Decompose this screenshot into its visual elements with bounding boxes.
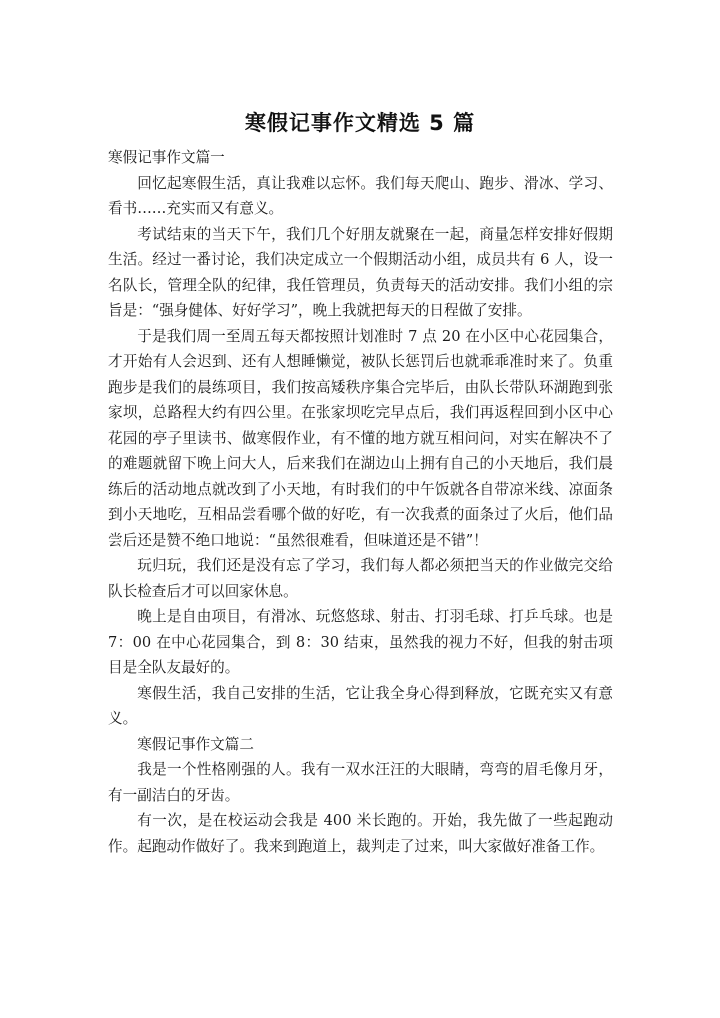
paragraph: 回忆起寒假生活，真让我难以忘怀。我们每天爬山、跑步、滑冰、学习、看书……充实而又有意义。 (108, 174, 613, 217)
paragraph: 于是我们周一至周五每天都按照计划准时 7 点 20 在小区中心花园集合，才开始有人会迟到、还有人想睡懒觉，被队长惩罚后也就乖乖准时来了。负重跑步是我们的晨练项目，我们按高矮秩序集合完毕后，由队长带队环湖跑到张家坝，总路程大约有四公里。在张家坝吃完早点后，我们再返程回到小区中心花园的亭子里读书、做寒假作业，有不懂的地方就互相问问，对实在解决不了的难题就留下晚上问大人，后来我们在湖边山上拥有自己的小天地后，我们晨练后的活动地点就改到了小天地，有时我们的中午饭就各自带凉米线、凉面条到小天地吃，互相品尝看哪个做的好吃，有一次我煮的面条过了火后，他们品尝后还是赞不绝口地说：“虽然很难看，但味道还是不错”！ (108, 327, 613, 549)
paragraph: 晚上是自由项目，有滑冰、玩悠悠球、射击、打羽毛球、打乒乓球。也是 7：00 在中心花园集合，到 8：30 结束，虽然我的视力不好，但我的射击项目是全队友最好的。 (108, 608, 613, 676)
document-body (108, 145, 613, 859)
paragraph: 考试结束的当天下午，我们几个好朋友就聚在一起，商量怎样安排好假期生活。经过一番讨论，我们决定成立一个假期活动小组，成员共有 6 人，设一名队长，管理全队的纪律，我任管理员，负责每天的活动安排。我们小组的宗旨是：“强身健体、好好学习”，晚上我就把每天的日程做了安排。 (108, 225, 613, 319)
section-heading-2: 寒假记事作文篇二 (137, 735, 254, 753)
paragraph: 我是一个性格刚强的人。我有一双水汪汪的大眼睛，弯弯的眉毛像月牙，有一副洁白的牙齿。 (108, 761, 613, 804)
document-title: 寒假记事作文精选 5 篇 (244, 111, 476, 135)
paragraph: 寒假生活，我自己安排的生活，它让我全身心得到释放，它既充实又有意义。 (108, 684, 613, 727)
paragraph: 玩归玩，我们还是没有忘了学习，我们每人都必须把当天的作业做完交给队长检查后才可以回家休息。 (108, 557, 613, 600)
section-heading-1: 寒假记事作文篇一 (108, 149, 225, 166)
paragraph: 有一次，是在校运动会我是 400 米长跑的。开始，我先做了一些起跑动作。起跑动作做好了。我来到跑道上，裁判走了过来，叫大家做好准备工作。 (108, 812, 613, 855)
